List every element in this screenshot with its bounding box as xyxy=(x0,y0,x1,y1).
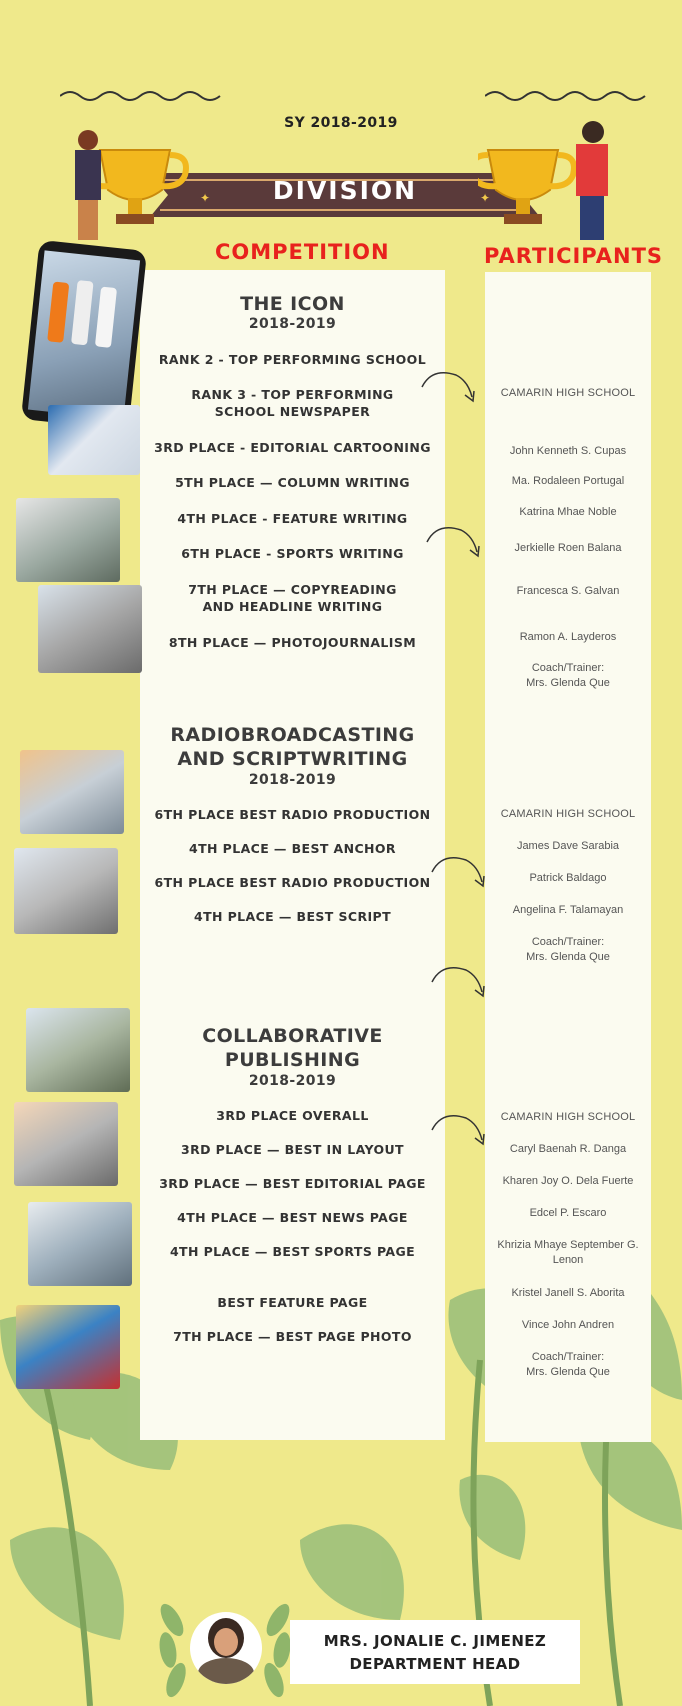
banner-title: DIVISION xyxy=(272,176,418,205)
award-item: RANK 3 - TOP PERFORMING SCHOOL NEWSPAPER xyxy=(191,387,394,419)
award-item: 6TH PLACE - SPORTS WRITING xyxy=(181,546,404,561)
certificate-photo xyxy=(48,405,140,475)
curved-arrow-icon xyxy=(430,850,490,890)
coach-info: Coach/Trainer: Mrs. Glenda Que xyxy=(526,936,610,963)
award-item: 3RD PLACE — BEST IN LAYOUT xyxy=(181,1142,404,1157)
section-year: 2018-2019 xyxy=(248,316,337,332)
award-item: 6TH PLACE BEST RADIO PRODUCTION xyxy=(154,807,431,822)
participant-school: CAMARIN HIGH SCHOOL xyxy=(500,808,636,820)
coach-info: Coach/Trainer: Mrs. Glenda Que xyxy=(526,1351,610,1378)
footer-role: DEPARTMENT HEAD xyxy=(349,1655,521,1673)
competition-heading: COMPETITION xyxy=(215,240,390,264)
group-photo xyxy=(14,1102,118,1186)
group-photo xyxy=(38,585,142,673)
award-item: 5TH PLACE — COLUMN WRITING xyxy=(175,475,410,490)
award-item: RANK 2 - TOP PERFORMING SCHOOL xyxy=(158,352,427,367)
trophy-icon xyxy=(478,110,618,240)
award-item: BEST FEATURE PAGE xyxy=(217,1295,368,1310)
award-item: 3RD PLACE - EDITORIAL CARTOONING xyxy=(154,440,431,455)
award-item: 4TH PLACE — BEST SPORTS PAGE xyxy=(169,1244,416,1259)
award-item: 4TH PLACE — BEST SCRIPT xyxy=(193,909,392,924)
section-title: RADIOBROADCASTING AND SCRIPTWRITING xyxy=(170,724,415,770)
svg-text:✦: ✦ xyxy=(480,191,491,205)
trophy-icon xyxy=(70,110,200,240)
school-year: SY 2018-2019 xyxy=(284,115,398,131)
participant-name: Jerkielle Roen Balana xyxy=(514,542,622,554)
avatar xyxy=(190,1612,262,1684)
group-photo xyxy=(14,848,118,934)
group-photo xyxy=(16,498,120,582)
participant-name: James Dave Sarabia xyxy=(516,840,620,852)
participant-name: Angelina F. Talamayan xyxy=(512,904,624,916)
svg-text:✦: ✦ xyxy=(200,191,211,205)
participant-name: Patrick Baldago xyxy=(529,872,607,884)
curved-arrow-icon xyxy=(430,960,490,1000)
footer-name: MRS. JONALIE C. JIMENEZ xyxy=(323,1632,547,1650)
group-photo xyxy=(28,1202,132,1286)
coach-info: Coach/Trainer: Mrs. Glenda Que xyxy=(526,662,610,689)
participant-name: Caryl Baenah R. Danga xyxy=(509,1143,627,1155)
participant-school: CAMARIN HIGH SCHOOL xyxy=(500,1111,636,1123)
section-year: 2018-2019 xyxy=(248,772,337,788)
award-item: 3RD PLACE OVERALL xyxy=(216,1108,369,1123)
participant-name: Katrina Mhae Noble xyxy=(519,506,617,518)
participant-name: Vince John Andren xyxy=(521,1319,615,1331)
curved-arrow-icon xyxy=(430,1108,490,1148)
section-year: 2018-2019 xyxy=(248,1073,337,1089)
section-title: THE ICON xyxy=(240,293,345,315)
participant-name: Khrizia Mhaye September G. Lenon xyxy=(497,1239,639,1266)
participant-name: John Kenneth S. Cupas xyxy=(509,445,627,457)
group-photo xyxy=(16,1305,120,1389)
participant-name: Kristel Janell S. Aborita xyxy=(511,1287,625,1299)
award-item: 3RD PLACE — BEST EDITORIAL PAGE xyxy=(159,1176,426,1191)
award-item: 7TH PLACE — BEST PAGE PHOTO xyxy=(173,1329,412,1344)
participant-name: Ramon A. Layderos xyxy=(519,631,617,643)
participant-school: CAMARIN HIGH SCHOOL xyxy=(500,387,636,399)
award-item: 6TH PLACE BEST RADIO PRODUCTION xyxy=(154,875,431,890)
award-item: 4TH PLACE - FEATURE WRITING xyxy=(177,511,408,526)
group-photo xyxy=(26,1008,130,1092)
award-item: 4TH PLACE — BEST NEWS PAGE xyxy=(177,1210,408,1225)
participant-name: Ma. Rodaleen Portugal xyxy=(511,475,625,487)
group-photo xyxy=(20,750,124,834)
participant-name: Kharen Joy O. Dela Fuerte xyxy=(502,1175,634,1187)
wave-decoration-left xyxy=(60,88,225,104)
award-item: 4TH PLACE — BEST ANCHOR xyxy=(189,841,396,856)
award-item: 8TH PLACE — PHOTOJOURNALISM xyxy=(168,635,417,650)
participants-heading: PARTICIPANTS xyxy=(484,244,664,268)
curved-arrow-icon xyxy=(425,520,485,560)
participant-name: Edcel P. Escaro xyxy=(529,1207,607,1219)
curved-arrow-icon xyxy=(420,365,480,405)
participant-name: Francesca S. Galvan xyxy=(516,585,620,597)
phone-photo xyxy=(21,240,147,430)
award-item: 7TH PLACE — COPYREADING AND HEADLINE WRITING xyxy=(188,582,397,614)
section-title: COLLABORATIVE PUBLISHING xyxy=(202,1025,383,1071)
wave-decoration-right xyxy=(485,88,650,104)
